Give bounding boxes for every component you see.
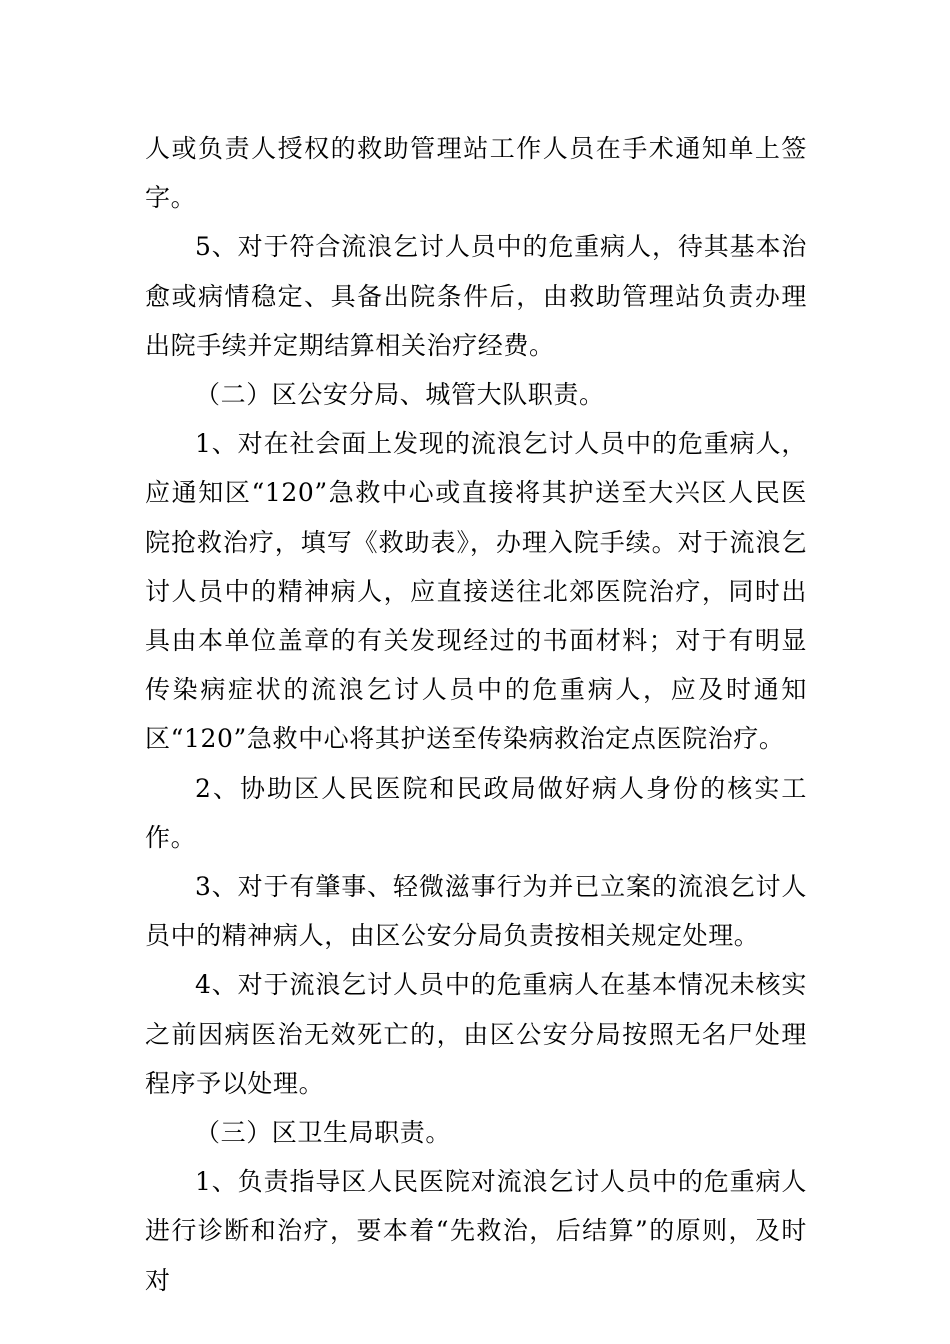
paragraph-item-4: 4、对于流浪乞讨人员中的危重病人在基本情况未核实之前因病医治无效死亡的，由区公安分局按照无名尸处理程序予以处理。 xyxy=(145,970,807,1098)
paragraph-item-1-health: 1、负责指导区人民医院对流浪乞讨人员中的危重病人进行诊断和治疗，要本着“先救治，后结算”的原则，及时对 xyxy=(145,1167,807,1295)
document-body xyxy=(145,124,807,1305)
paragraph-item-2: 2、协助区人民医院和民政局做好病人身份的核实工作。 xyxy=(145,773,807,852)
paragraph-continuation: 人或负责人授权的救助管理站工作人员在手术通知单上签字。 xyxy=(145,134,807,213)
paragraph-item-3: 3、对于有肇事、轻微滋事行为并已立案的流浪乞讨人员中的精神病人，由区公安分局负责按相关规定处理。 xyxy=(145,872,807,951)
section-heading-2: （二）区公安分局、城管大队职责。 xyxy=(195,380,605,410)
paragraph-item-5: 5、对于符合流浪乞讨人员中的危重病人，待其基本治愈或病情稳定、具备出院条件后，由救助管理站负责办理出院手续并定期结算相关治疗经费。 xyxy=(145,232,807,360)
section-heading-3: （三）区卫生局职责。 xyxy=(195,1118,452,1148)
paragraph-item-1: 1、对在社会面上发现的流浪乞讨人员中的危重病人，应通知区“120”急救中心或直接将其护送至大兴区人民医院抢救治疗，填写《救助表》，办理入院手续。对于流浪乞讨人员中的精神病人，应直接送往北郊医院治疗，同时出具由本单位盖章的有关发现经过的书面材料；对于有明显传染病症状的流浪乞讨人员中的危重病人，应及时通知区“120”急救中心将其护送至传染病救治定点医院治疗。 xyxy=(145,429,807,754)
